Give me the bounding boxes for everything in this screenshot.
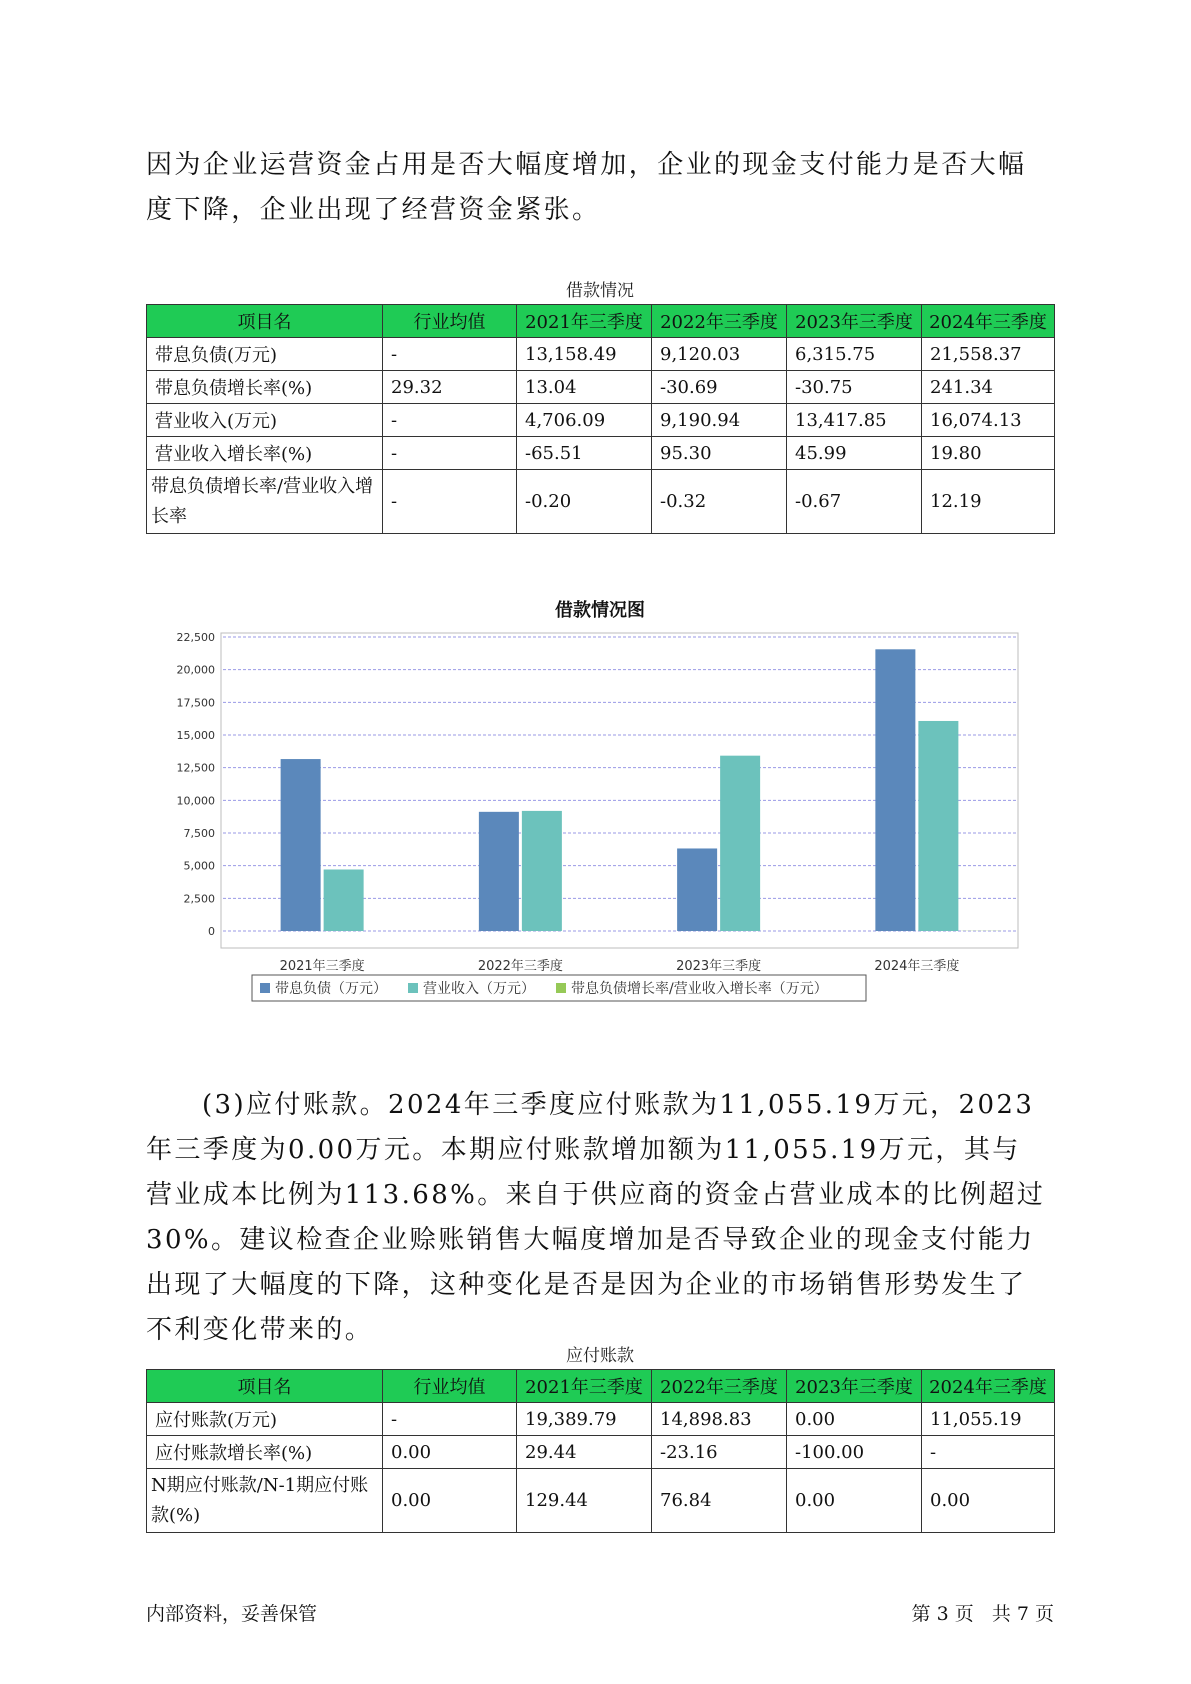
header-cell: 2024年三季度	[922, 1370, 1055, 1403]
section3-paragraph: (3)应付账款。2024年三季度应付账款为11,055.19万元，2023年三季度为0.00万元。本期应付账款增加额为11,055.19万元，其与营业成本比例为113.68%。来自于供应商的资金占营业成本的比例超过30%。建议检查企业赊账销售大幅度增加是否导致企业的现金支付能力出现了大幅度的下降，这种变化是否是因为企业的市场销售形势发生了不利变化带来的。	[146, 1090, 1046, 1345]
bar	[522, 811, 562, 931]
table-cell: 13.04	[517, 371, 652, 404]
y-tick-label: 17,500	[176, 696, 215, 710]
header-cell: 行业均值	[383, 1370, 517, 1403]
table-cell: 9,120.03	[652, 338, 787, 371]
table-row	[147, 338, 1055, 371]
table-row	[147, 1403, 1055, 1436]
legend-label: 带息负债增长率/营业收入增长率（万元）	[571, 981, 828, 997]
row-label: 带息负债增长率/营业收入增长率	[147, 470, 383, 534]
y-tick-label: 22,500	[176, 631, 215, 644]
row-label: 带息负债增长率(%)	[147, 371, 383, 404]
x-tick-label: 2021年三季度	[279, 959, 365, 974]
table-cell: 9,190.94	[652, 404, 787, 437]
row-label: 带息负债(万元)	[147, 338, 383, 371]
table-cell: 16,074.13	[922, 404, 1055, 437]
table-cell: -100.00	[787, 1436, 922, 1469]
row-label: N期应付账款/N-1期应付账款(%)	[147, 1469, 383, 1533]
table-cell: -	[383, 470, 517, 534]
table-header-row	[147, 1370, 1055, 1403]
table-cell: 4,706.09	[517, 404, 652, 437]
header-cell: 2021年三季度	[517, 1370, 652, 1403]
y-tick-label: 12,500	[176, 761, 215, 775]
table-cell: 19,389.79	[517, 1403, 652, 1436]
table-cell: -30.75	[787, 371, 922, 404]
table-cell: 241.34	[922, 371, 1055, 404]
header-cell: 行业均值	[383, 305, 517, 338]
table-row	[147, 1469, 1055, 1533]
table-cell: -23.16	[652, 1436, 787, 1469]
chart-legend	[252, 975, 866, 1001]
table-row	[147, 1436, 1055, 1469]
legend-label: 带息负债（万元）	[275, 981, 387, 997]
footer-left: 内部资料，妥善保管	[146, 1603, 318, 1625]
table-row	[147, 404, 1055, 437]
table-cell: 76.84	[652, 1469, 787, 1533]
loan-table	[146, 304, 1055, 534]
intro-paragraph: 因为企业运营资金占用是否大幅度增加，企业的现金支付能力是否大幅度下降，企业出现了经营资金紧张。	[146, 150, 1027, 225]
x-tick-label: 2022年三季度	[477, 959, 563, 974]
legend-swatch	[260, 983, 270, 993]
table-cell: 45.99	[787, 437, 922, 470]
table-cell: -	[383, 437, 517, 470]
bar	[720, 756, 760, 931]
y-tick-label: 5,000	[183, 859, 215, 873]
header-cell: 2021年三季度	[517, 305, 652, 338]
table-row	[147, 470, 1055, 534]
legend-label: 营业收入（万元）	[423, 981, 535, 997]
table-header-row	[147, 305, 1055, 338]
bar	[677, 848, 717, 931]
table-cell: 11,055.19	[922, 1403, 1055, 1436]
y-tick-label: 15,000	[176, 729, 215, 742]
table1-caption: 借款情况	[566, 281, 634, 301]
header-cell: 2023年三季度	[787, 305, 922, 338]
page-number: 第 3 页 共 7 页	[911, 1603, 1054, 1625]
legend-swatch	[408, 983, 418, 993]
table-cell: -65.51	[517, 437, 652, 470]
table-cell: -	[922, 1436, 1055, 1469]
table-cell: 29.44	[517, 1436, 652, 1469]
table-cell: 14,898.83	[652, 1403, 787, 1436]
table-cell: -	[383, 404, 517, 437]
y-tick-label: 7,500	[183, 827, 215, 840]
table-cell: -0.67	[787, 470, 922, 534]
table-cell: -0.20	[517, 470, 652, 534]
y-tick-label: 2,500	[183, 892, 215, 906]
row-label: 营业收入(万元)	[147, 404, 383, 437]
row-label: 营业收入增长率(%)	[147, 437, 383, 470]
table-cell: 13,417.85	[787, 404, 922, 437]
table-cell: 0.00	[787, 1403, 922, 1436]
header-cell: 2024年三季度	[922, 305, 1055, 338]
header-cell: 2022年三季度	[652, 305, 787, 338]
table-row	[147, 371, 1055, 404]
header-cell: 项目名	[147, 1370, 383, 1403]
legend-swatch	[556, 983, 566, 993]
table-cell: 19.80	[922, 437, 1055, 470]
bar	[479, 812, 519, 931]
table-cell: 21,558.37	[922, 338, 1055, 371]
row-label: 应付账款(万元)	[147, 1403, 383, 1436]
table-cell: 0.00	[787, 1469, 922, 1533]
table-cell: 95.30	[652, 437, 787, 470]
chart-title: 借款情况图	[555, 600, 645, 621]
row-label: 应付账款增长率(%)	[147, 1436, 383, 1469]
table-cell: -	[383, 1403, 517, 1436]
payables-table	[146, 1369, 1055, 1533]
table-cell: -	[383, 338, 517, 371]
loan-bar-chart	[146, 620, 1054, 1040]
header-cell: 2023年三季度	[787, 1370, 922, 1403]
table-cell: 0.00	[383, 1469, 517, 1533]
table-cell: 13,158.49	[517, 338, 652, 371]
table-row	[147, 437, 1055, 470]
bar	[281, 759, 321, 931]
table-cell: 129.44	[517, 1469, 652, 1533]
table-cell: 12.19	[922, 470, 1055, 534]
x-tick-label: 2023年三季度	[676, 959, 762, 974]
y-tick-label: 20,000	[176, 663, 215, 677]
y-tick-label: 0	[208, 925, 215, 938]
table-cell: 6,315.75	[787, 338, 922, 371]
y-tick-label: 10,000	[176, 794, 215, 808]
bar	[918, 721, 958, 931]
bar	[875, 649, 915, 931]
table2-caption: 应付账款	[566, 1346, 634, 1366]
header-cell: 2022年三季度	[652, 1370, 787, 1403]
table-cell: 0.00	[383, 1436, 517, 1469]
chart-x-labels	[280, 958, 960, 974]
table-cell: 29.32	[383, 371, 517, 404]
table-cell: -0.32	[652, 470, 787, 534]
table-cell: -30.69	[652, 371, 787, 404]
table-cell: 0.00	[922, 1469, 1055, 1533]
header-cell: 项目名	[147, 305, 383, 338]
x-tick-label: 2024年三季度	[874, 959, 960, 974]
bar	[324, 870, 364, 931]
